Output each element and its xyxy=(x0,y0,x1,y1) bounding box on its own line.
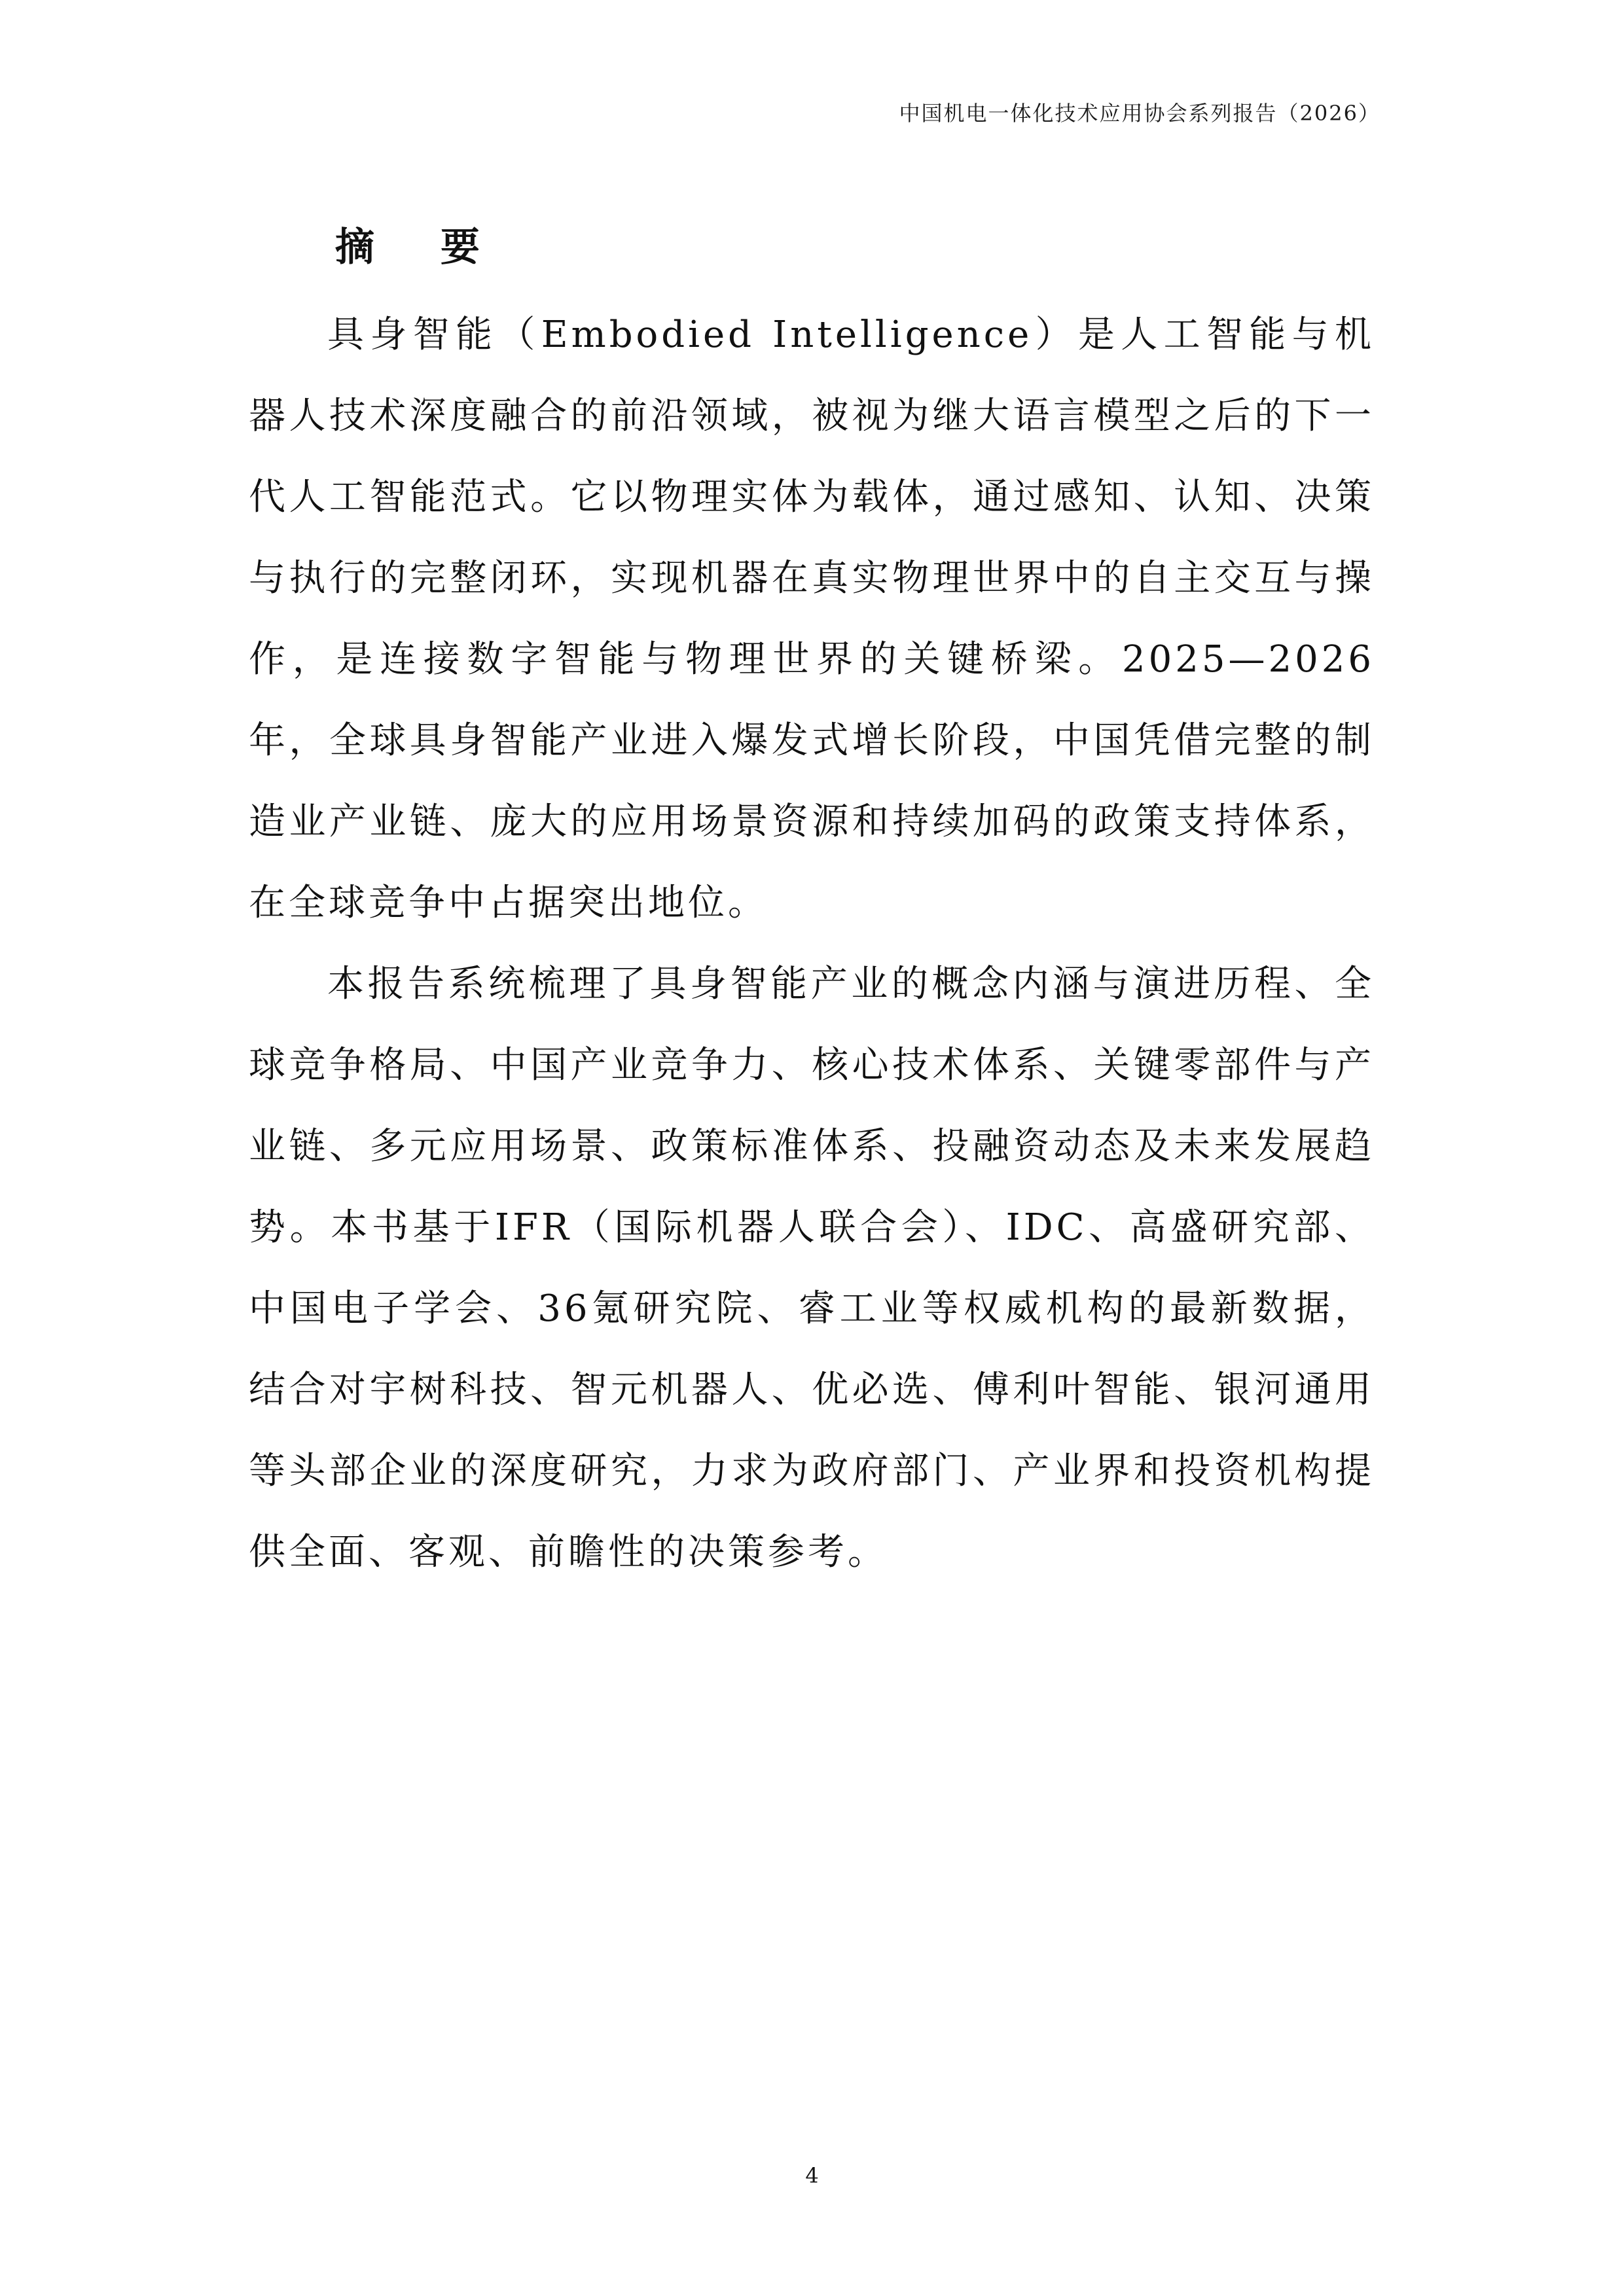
section-title: 摘 要 xyxy=(335,224,506,270)
abstract-paragraph-2: 本报告系统梳理了具身智能产业的概念内涵与演进历程、全球竞争格局、中国产业竞争力、核心技术体系、关键零部件与产业链、多元应用场景、政策标准体系、投融资动态及未来发展趋势。本书基于IFR（国际机器人联合会）、IDC、高盛研究部、中国电子学会、36氪研究院、睿工业等权威机构的最新数据，结合对宇树科技、智元机器人、优必选、傅利叶智能、银河通用等头部企业的深度研究，力求为政府部门、产业界和投资机构提供全面、客观、前瞻性的决策参考。 xyxy=(249,963,1375,1573)
page-number: 4 xyxy=(805,2163,819,2188)
abstract-paragraph-1: 具身智能（Embodied Intelligence）是人工智能与机器人技术深度融合的前沿领域，被视为继大语言模型之后的下一代人工智能范式。它以物理实体为载体，通过感知、认知、决策与执行的完整闭环，实现机器在真实物理世界中的自主交互与操作，是连接数字智能与物理世界的关键桥梁。2025—2026年，全球具身智能产业进入爆发式增长阶段，中国凭借完整的制造业产业链、庞大的应用场景资源和持续加码的政策支持体系，在全球竞争中占据突出地位。 xyxy=(249,314,1375,924)
running-header: 中国机电一体化技术应用协会系列报告（2026） xyxy=(899,101,1380,126)
abstract-body xyxy=(249,295,1375,1593)
